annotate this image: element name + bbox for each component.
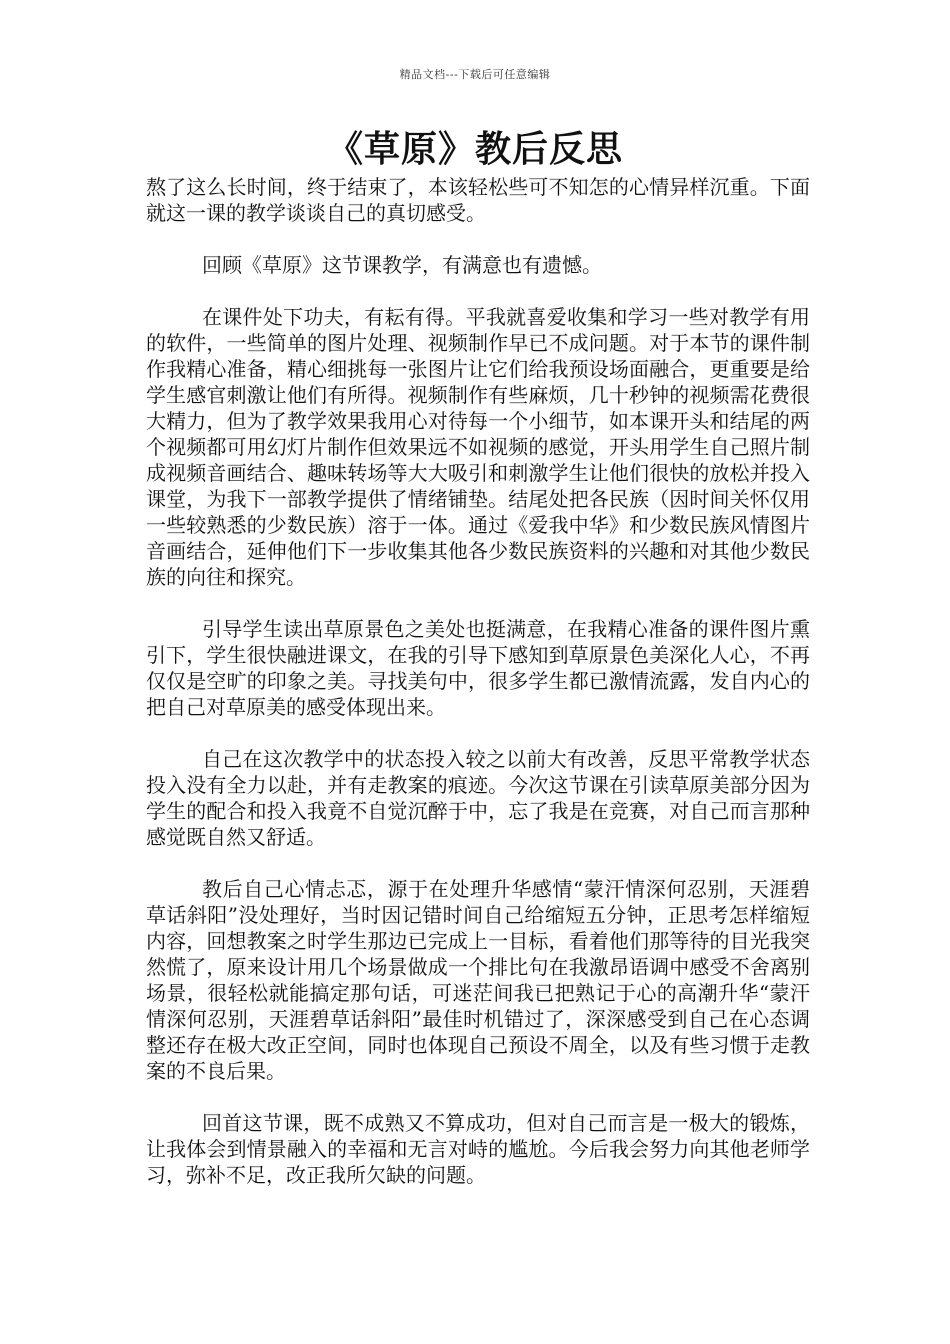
paragraph-courseware: 在课件处下功夫，有耘有得。平我就喜爱收集和学习一些对教学有用的软件，一些简单的图片处理、视频制作早已不成问题。对于本节的课件制作我精心准备，精心细挑每一张图片让它们给我预设场面融合，更重要是给学生感官刺激让他们有所得。视频制作有些麻烦，几十秒钟的视频需花费很大精力，但为了教学效果我用心对待每一个小细节，如本课开头和结尾的两个视频都可用幻灯片制作但效果远不如视频的感觉，开头用学生自己照片制成视频音画结合、趣味转场等大大吸引和刺激学生让他们很快的放松并投入课堂，为我下一部教学提供了情绪铺垫。结尾处把各民族（因时间关怀仅用一些较熟悉的少数民族）溶于一体。通过《爱我中华》和少数民族风情图片音画结合，延伸他们下一步收集其他各少数民族资料的兴趣和对其他少数民族的向往和探究。	[146, 305, 810, 589]
document-body	[146, 174, 810, 1214]
page-title: 《草原》教后反思	[326, 128, 623, 170]
paragraph-reading-guidance: 引导学生读出草原景色之美处也挺满意，在我精心准备的课件图片熏引下，学生很快融进课文，在我的引导下感知到草原景色美深化人心，不再仅仅是空旷的印象之美。寻找美句中，很多学生都已激情流露，发自内心的把自己对草原美的感受体现出来。	[146, 617, 810, 719]
paragraph-intro: 熬了这么长时间，终于结束了，本该轻松些可不知怎的心情异样沉重。下面就这一课的教学谈谈自己的真切感受。	[146, 175, 810, 225]
paragraph-review: 回顾《草原》这节课教学，有满意也有遗憾。	[202, 253, 602, 277]
paragraph-teaching-state: 自己在这次教学中的状态投入较之以前大有改善，反思平常教学状态投入没有全力以赴，并有走教案的痕迹。今次这节课在引读草原美部分因为学生的配合和投入我竟不自觉沉醉于中，忘了我是在竞赛，对自己而言那种感觉既自然又舒适。	[146, 747, 810, 849]
header-note: 精品文档---下载后可任意编辑	[399, 68, 551, 81]
paragraph-conclusion: 回首这节课，既不成熟又不算成功，但对自己而言是一极大的锻炼，让我体会到情景融入的幸福和无言对峙的尴尬。今后我会努力向其他老师学习，弥补不足，改正我所欠缺的问题。	[146, 1111, 810, 1187]
paragraph-regret: 教后自己心情忐忑，源于在处理升华感情“蒙汗情深何忍别，天涯碧草话斜阳”没处理好，当时因记错时间自己给缩短五分钟，正思考怎样缩短内容，回想教案之时学生那边已完成上一目标，看着他们那等待的目光我突然慌了，原来设计用几个场景做成一个排比句在我激昂语调中感受不舍离别场景，很轻松就能搞定那句话，可迷茫间我已把熟记于心的高潮升华“蒙汗情深何忍别，天涯碧草话斜阳”最佳时机错过了，深深感受到自己在心态调整还存在极大改正空间，同时也体现自己预设不周全，以及有些习惯于走教案的不良后果。	[146, 877, 810, 1083]
